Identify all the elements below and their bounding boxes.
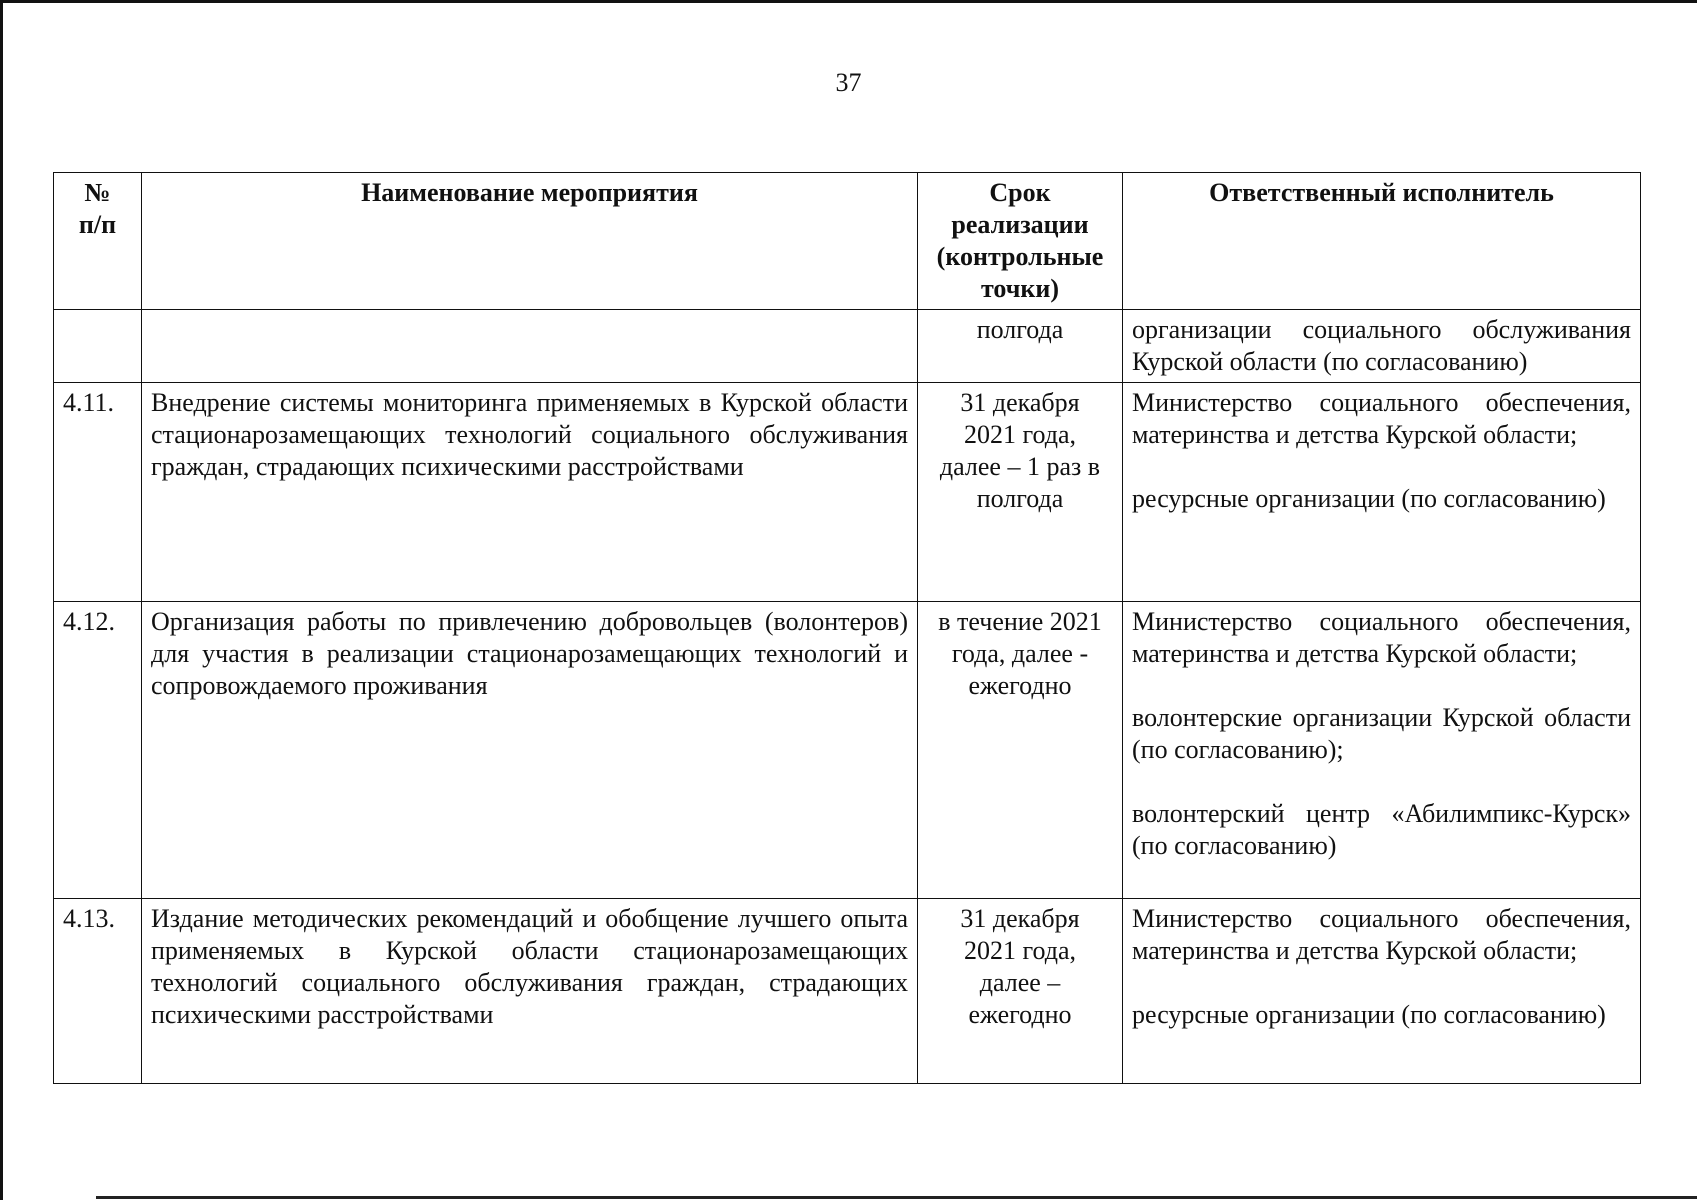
action-plan-table xyxy=(53,172,1641,1084)
table-row xyxy=(54,602,1641,899)
cell-activity-name xyxy=(142,310,918,383)
cell-activity-name: Внедрение системы мониторинга применяемых в Курской области стационарозамещающих технологий социального обслуживания граждан, страдающих психическими расстройствами xyxy=(142,383,918,602)
cell-activity-name: Издание методических рекомендаций и обобщение лучшего опыта применяемых в Курской области стационарозамещающих технологий социального обслуживания граждан, страдающих психическими расстройствами xyxy=(142,899,918,1084)
header-term: Срок реализации (контрольные точки) xyxy=(918,173,1123,310)
cell-term: в течение 2021 года, далее - ежегодно xyxy=(918,602,1123,899)
cell-number: 4.11. xyxy=(54,383,142,602)
cell-executor: организации социального обслуживания Курской области (по согласованию) xyxy=(1123,310,1641,383)
cell-executor: Министерство социального обеспечения, материнства и детства Курской области; ресурсные организации (по согласованию) xyxy=(1123,383,1641,602)
page-number: 37 xyxy=(835,68,862,97)
cell-term: полгода xyxy=(918,310,1123,383)
header-executor: Ответственный исполнитель xyxy=(1123,173,1641,310)
scan-border-top xyxy=(0,0,1697,3)
scan-border-left xyxy=(0,0,3,1200)
header-number: № п/п xyxy=(54,173,142,310)
cell-executor: Министерство социального обеспечения, материнства и детства Курской области; волонтерские организации Курской области (по согласованию); волонтерский центр «Абилимпикс-Курск» (по согласованию) xyxy=(1123,602,1641,899)
cell-number: 4.12. xyxy=(54,602,142,899)
table-row xyxy=(54,383,1641,602)
table-header-row xyxy=(54,173,1641,310)
cell-term: 31 декабря 2021 года, далее – ежегодно xyxy=(918,899,1123,1084)
cell-executor: Министерство социального обеспечения, материнства и детства Курской области; ресурсные организации (по согласованию) xyxy=(1123,899,1641,1084)
cell-activity-name: Организация работы по привлечению добровольцев (волонтеров) для участия в реализации стационарозамещающих технологий и сопровождаемого проживания xyxy=(142,602,918,899)
cell-term: 31 декабря 2021 года, далее – 1 раз в полгода xyxy=(918,383,1123,602)
table-row xyxy=(54,899,1641,1084)
scan-border-bottom xyxy=(96,1196,1697,1199)
table-row-continuation xyxy=(54,310,1641,383)
cell-number: 4.13. xyxy=(54,899,142,1084)
cell-number xyxy=(54,310,142,383)
header-activity-name: Наименование мероприятия xyxy=(142,173,918,310)
